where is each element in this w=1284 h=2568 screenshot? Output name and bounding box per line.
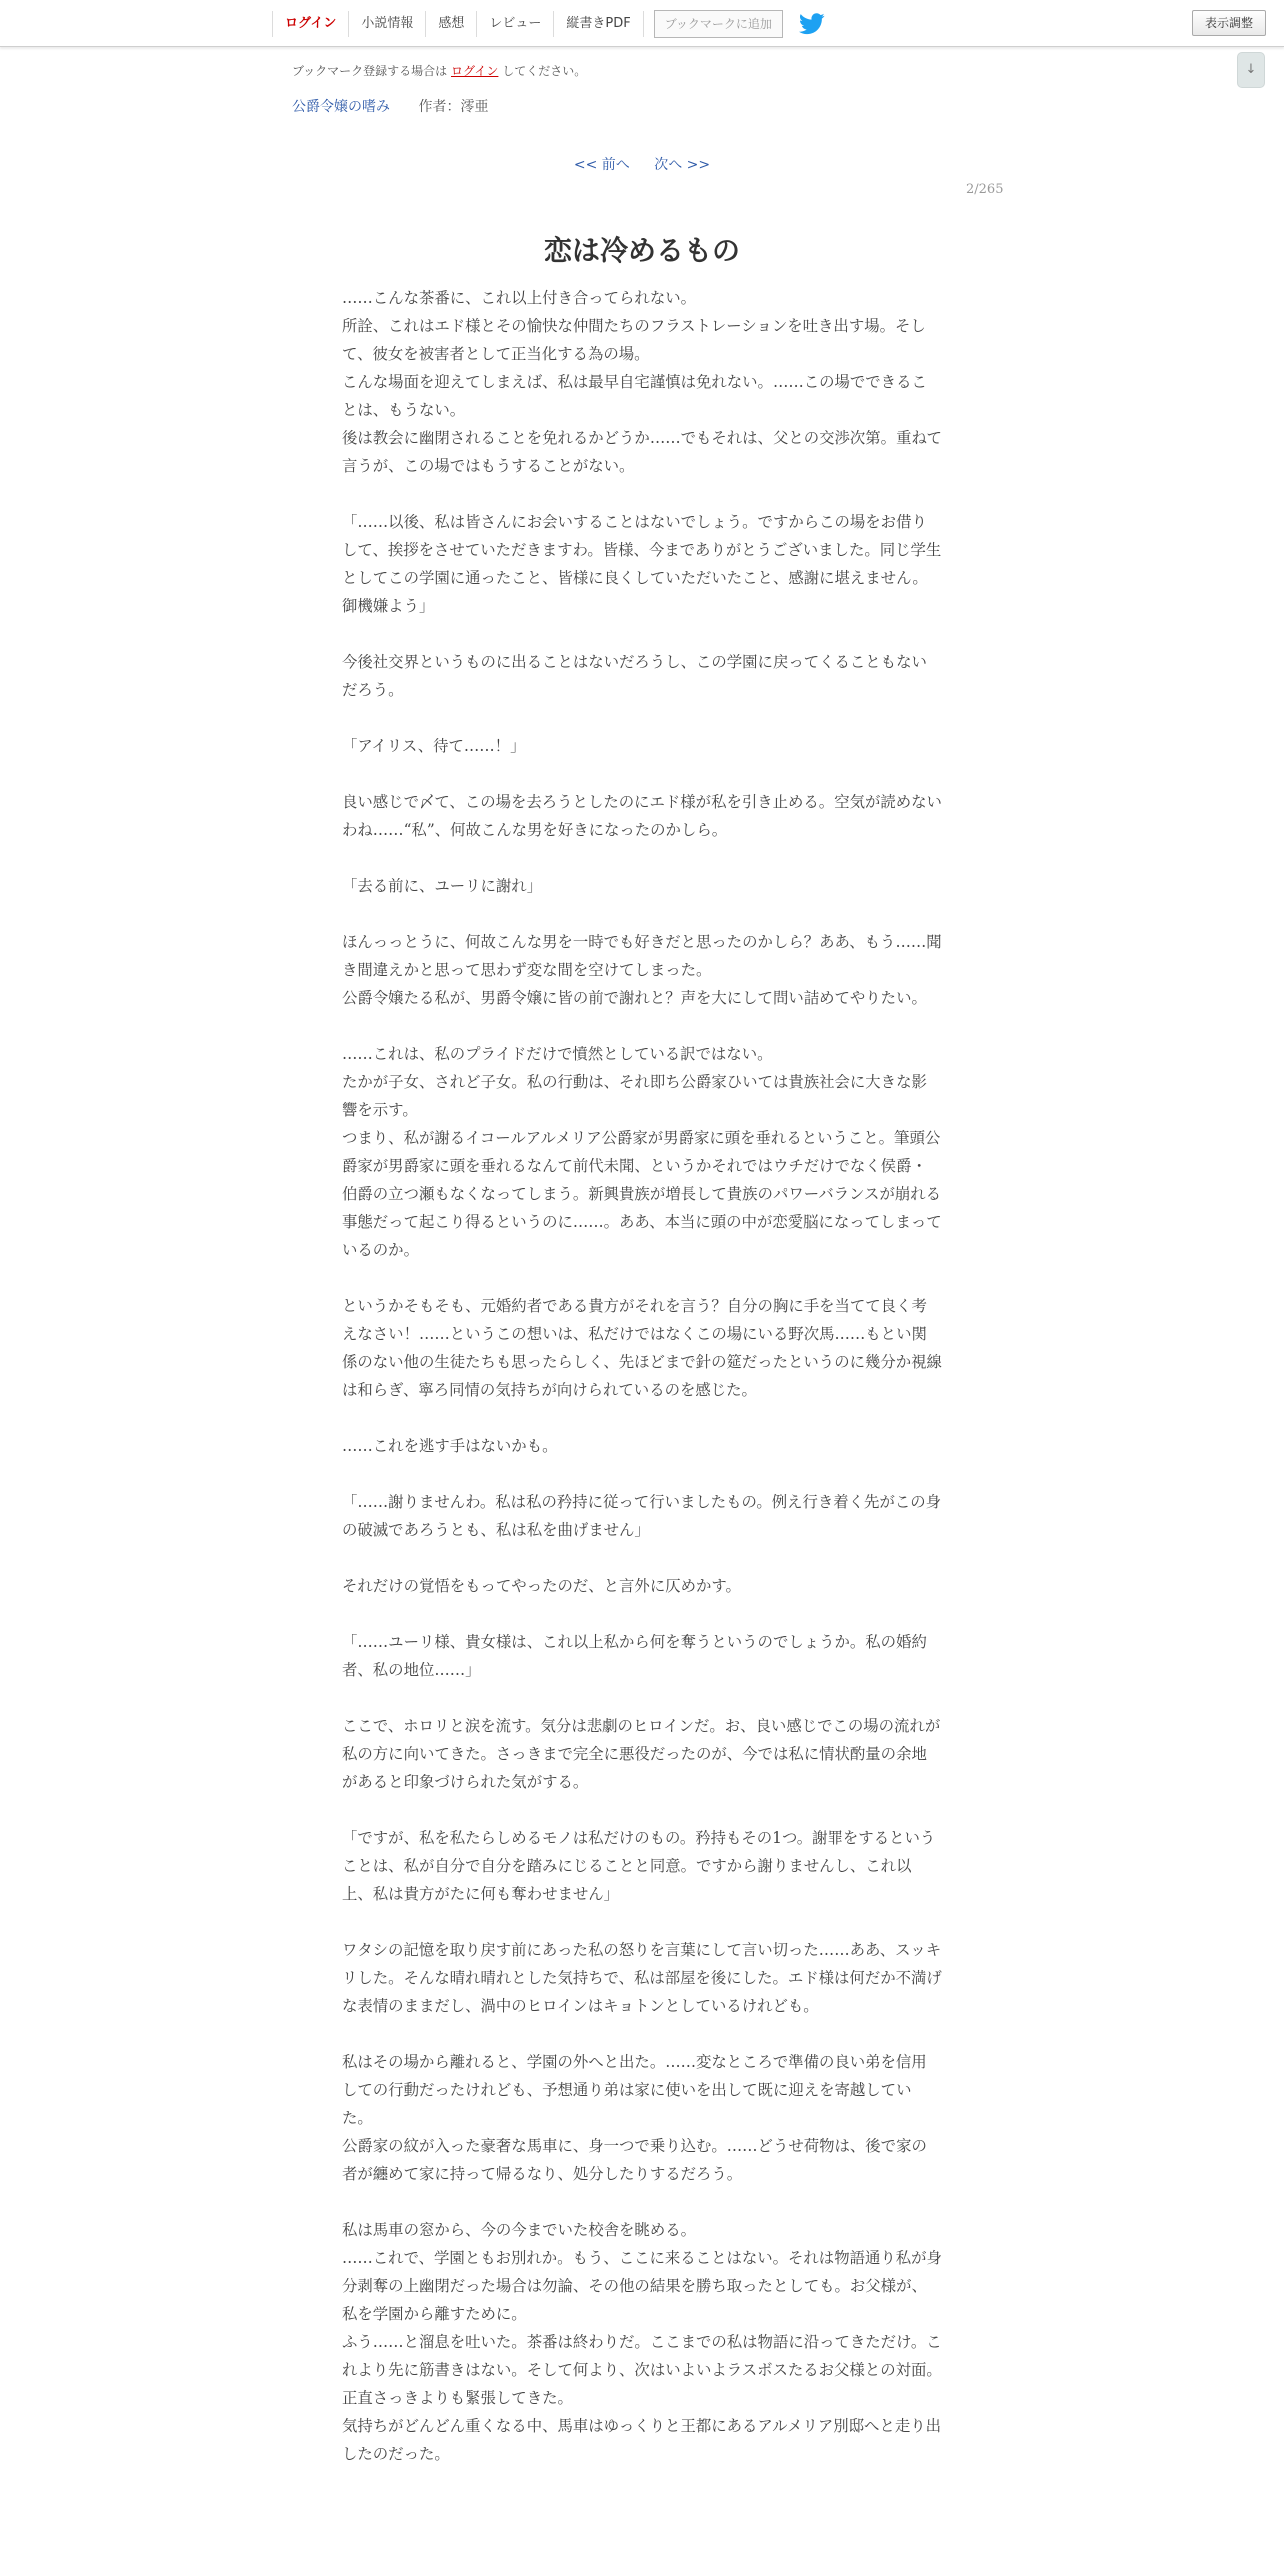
blank-line [342, 1404, 942, 1432]
body-paragraph: ……これで、学園ともお別れか。もう、ここに来ることはない。それは物語通り私が身分剥奪の上幽閉だった場合は勿論、その他の結果を勝ち取ったとしても。お父様が、私を学園から離すために。 [342, 2249, 942, 2323]
nav-review[interactable]: レビュー [476, 11, 553, 37]
blank-line [342, 1012, 942, 1040]
add-bookmark-button[interactable]: ブックマークに追加 [654, 10, 783, 38]
blank-line [342, 2020, 942, 2048]
body-paragraph: こんな場面を迎えてしまえば、私は最早自宅謹慎は免れない。……この場でできることは、もうない。 [342, 373, 927, 419]
chapter-body [342, 284, 942, 2468]
nav-novel-info[interactable]: 小説情報 [348, 11, 425, 37]
blank-line [342, 1684, 942, 1712]
body-paragraph: 気持ちがどんどん重くなる中、馬車はゆっくりと王都にあるアルメリア別邸へと走り出したのだった。 [342, 2417, 942, 2463]
nav-login[interactable]: ログイン [272, 11, 348, 37]
body-paragraph: ……これを逃す手はないかも。 [342, 1437, 558, 1455]
novel-author: 作者：澪亜 [418, 99, 489, 115]
body-paragraph: 私はその場から離れると、学園の外へと出た。……変なところで準備の良い弟を信用しての行動だったけれども、予想通り弟は家に使いを出して既に迎えを寄越していた。 [342, 2053, 927, 2127]
display-adjust-button[interactable]: 表示調整 [1192, 10, 1266, 36]
body-paragraph: 「去る前に、ユーリに謝れ」 [342, 877, 543, 895]
bookmark-notice [292, 62, 586, 79]
twitter-icon[interactable] [799, 13, 825, 35]
blank-line [342, 704, 942, 732]
notice-login-link[interactable]: ログイン [451, 64, 499, 78]
top-nav [272, 10, 825, 38]
nav-impressions[interactable]: 感想 [425, 11, 476, 37]
body-paragraph: ワタシの記憶を取り戻す前にあった私の怒りを言葉にして言い切った……ああ、スッキリした。そんな晴れ晴れとした気持ちで、私は部屋を後にした。エド様は何だか不満げな表情のままだし、渦中のヒロインはキョトンとしているけれども。 [342, 1941, 942, 2015]
body-paragraph: つまり、私が謝るイコールアルメリア公爵家が男爵家に頭を垂れるということ。筆頭公爵家が男爵家に頭を垂れるなんて前代未聞、というかそれではウチだけでなく侯爵・伯爵の立つ瀬もなくなってしまう。新興貴族が増長して貴族のパワーバランスが崩れる事態だって起こり得るというのに……。ああ、本当に頭の中が恋愛脳になってしまっているのか。 [342, 1129, 942, 1259]
novel-info [292, 96, 488, 116]
blank-line [342, 1544, 942, 1572]
scroll-down-button[interactable]: ↓ [1237, 52, 1265, 88]
blank-line [342, 760, 942, 788]
chapter-pager [0, 154, 1284, 174]
nav-vertical-pdf[interactable]: 縦書きPDF [553, 11, 643, 37]
blank-line [342, 2188, 942, 2216]
body-paragraph: ふう……と溜息を吐いた。茶番は終わりだ。ここまでの私は物語に沿ってきただけ。これより先に筋書きはない。そして何より、次はいよいよラスボスたるお父様との対面。正直さっきよりも緊張してきた。 [342, 2333, 942, 2407]
bookmark-notice-suffix: してください。 [502, 64, 587, 78]
body-paragraph: 「……以後、私は皆さんにお会いすることはないでしょう。ですからこの場をお借りして、挨拶をさせていただきますわ。皆様、今までありがとうございました。同じ学生としてこの学園に通ったこと、皆様に良くしていただいたこと、感謝に堪えません。御機嫌よう」 [342, 513, 942, 615]
body-paragraph: ここで、ホロリと涙を流す。気分は悲劇のヒロインだ。お、良い感じでこの場の流れが私の方に向いてきた。さっきまで完全に悪役だったのが、今では私に情状酌量の余地があると印象づけられた気がする。 [342, 1717, 941, 1791]
body-paragraph: 今後社交界というものに出ることはないだろうし、この学園に戻ってくることもないだろう。 [342, 653, 927, 699]
body-paragraph: 公爵令嬢たる私が、男爵令嬢に皆の前で謝れと？声を大にして問い詰めてやりたい。 [342, 989, 927, 1007]
page-count: 2/265 [966, 182, 1004, 197]
blank-line [342, 844, 942, 872]
blank-line [342, 1460, 942, 1488]
body-paragraph: 「ですが、私を私たらしめるモノは私だけのもの。矜持もその1つ。謝罪をするということは、私が自分で自分を踏みにじることと同意。ですから謝りませんし、これ以上、私は貴方がたに何も奪わせません」 [342, 1829, 936, 1903]
body-paragraph: 「アイリス、待て……！」 [342, 737, 526, 755]
body-paragraph: 「……謝りませんわ。私は私の矜持に従って行いましたもの。例え行き着く先がこの身の破滅であろうとも、私は私を曲げません」 [342, 1493, 942, 1539]
body-paragraph: 良い感じで〆て、この場を去ろうとしたのにエド様が私を引き止める。空気が読めないわね……“私”、何故こんな男を好きになったのかしら。 [342, 793, 942, 839]
body-paragraph: それだけの覚悟をもってやったのだ、と言外に仄めかす。 [342, 1577, 741, 1595]
body-paragraph: 公爵家の紋が入った豪奢な馬車に、身一つで乗り込む。……どうせ荷物は、後で家の者が纏めて家に持って帰るなり、処分したりするだろう。 [342, 2137, 927, 2183]
next-chapter-link[interactable]: 次へ >> [654, 157, 711, 173]
body-paragraph: たかが子女、されど子女。私の行動は、それ即ち公爵家ひいては貴族社会に大きな影響を示す。 [342, 1073, 927, 1119]
blank-line [342, 1600, 942, 1628]
chapter-title: 恋は冷めるもの [543, 233, 740, 267]
blank-line [342, 1796, 942, 1824]
blank-line [342, 900, 942, 928]
body-paragraph: 「……ユーリ様、貴女様は、これ以上私から何を奪うというのでしょうか。私の婚約者、私の地位……」 [342, 1633, 927, 1679]
top-header [0, 0, 1284, 47]
body-paragraph: 所詮、これはエド様とその愉快な仲間たちのフラストレーションを吐き出す場。そして、彼女を被害者として正当化する為の場。 [342, 317, 926, 363]
body-paragraph: というかそもそも、元婚約者である貴方がそれを言う？自分の胸に手を当てて良く考えなさい！……というこの想いは、私だけではなくこの場にいる野次馬……もとい関係のない他の生徒たちも思ったらしく、先ほどまで針の筵だったというのに幾分か視線は和らぎ、寧ろ同情の気持ちが向けられているのを感じた。 [342, 1297, 942, 1399]
body-paragraph: 後は教会に幽閉されることを免れるかどうか……でもそれは、父との交渉次第。重ねて言うが、この場ではもうすることがない。 [342, 429, 942, 475]
prev-chapter-link[interactable]: << 前へ [573, 157, 630, 173]
body-paragraph: 私は馬車の窓から、今の今までいた校舎を眺める。 [342, 2221, 696, 2239]
bookmark-notice-prefix: ブックマーク登録する場合は [292, 64, 448, 78]
novel-title-link[interactable]: 公爵令嬢の嗜み [292, 99, 390, 115]
blank-line [342, 1264, 942, 1292]
blank-line [342, 1908, 942, 1936]
body-paragraph: ……こんな茶番に、これ以上付き合ってられない。 [342, 289, 696, 307]
body-paragraph: ほんっっとうに、何故こんな男を一時でも好きだと思ったのかしら？ああ、もう……聞き間違えかと思って思わず変な間を空けてしまった。 [342, 933, 942, 979]
blank-line [342, 620, 942, 648]
blank-line [342, 480, 942, 508]
body-paragraph: ……これは、私のプライドだけで憤然としている訳ではない。 [342, 1045, 773, 1063]
